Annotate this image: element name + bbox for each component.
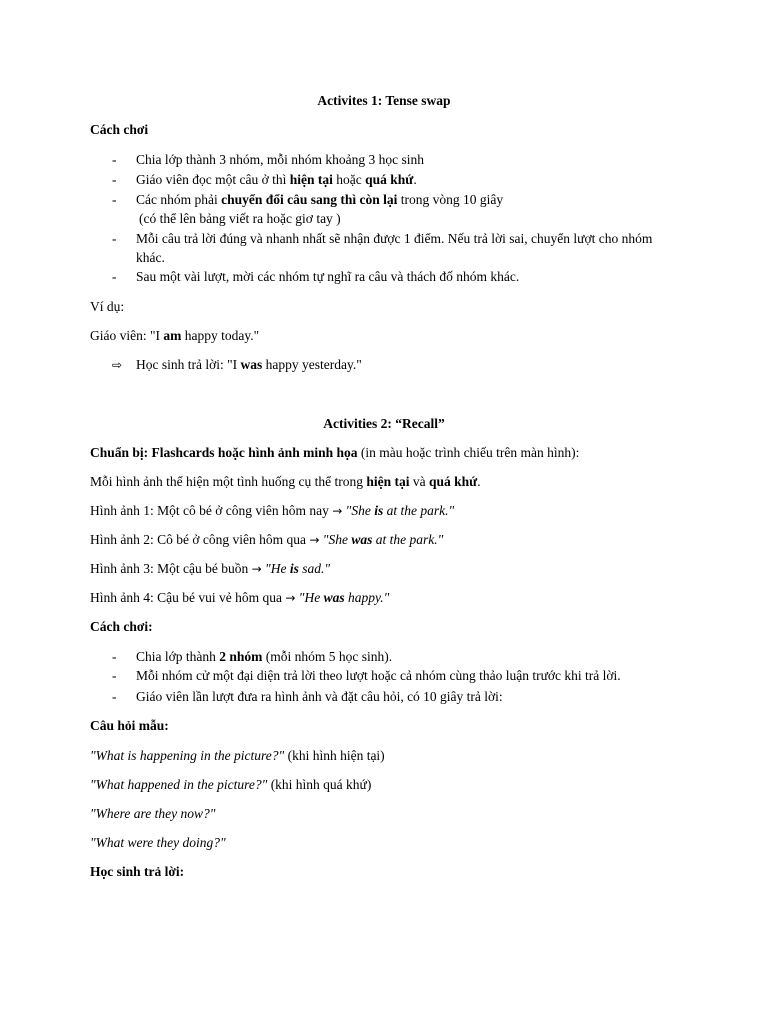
activity1-bullet-3 — [136, 191, 503, 209]
bullet-marker: - — [112, 192, 117, 207]
text-run: và — [409, 474, 429, 489]
preparation-line — [90, 444, 579, 462]
activity1-title-text: Activites 1: Tense swap — [317, 93, 451, 108]
bullet-marker: - — [112, 231, 117, 246]
text-run: hoặc — [332, 172, 366, 187]
bold-run: is — [289, 561, 299, 576]
bold-run: was — [240, 357, 263, 372]
text-run: at the park." — [372, 532, 444, 547]
text-run: Giáo viên: "I — [90, 328, 164, 343]
activity2-title-text: Activities 2: “Recall” — [323, 416, 445, 431]
activity1-bullet-1: Chia lớp thành 3 nhóm, mỗi nhóm khoảng 3 học sinh — [136, 152, 424, 167]
bold-run: quá khứ — [428, 474, 478, 489]
italic-run — [295, 590, 389, 605]
sample-questions-text: Câu hỏi mẫu: — [90, 718, 169, 733]
italic-run — [319, 532, 443, 547]
italic-run — [342, 503, 454, 518]
text-run: at the park." — [383, 503, 455, 518]
sample-question-2 — [90, 776, 371, 794]
text-run: trong vòng 10 giây — [397, 192, 504, 207]
activity2-bullet-2: Mỗi nhóm cử một đại diện trả lời theo lượt hoặc cả nhóm cùng thảo luận trước khi trả lời. — [136, 668, 621, 683]
each-image-line — [90, 473, 481, 491]
text-run: happy yesterday." — [262, 357, 362, 372]
sample-question-1 — [90, 747, 385, 765]
bullet-marker: - — [112, 689, 117, 704]
bullet-marker: - — [112, 649, 117, 664]
activity2-how-to-play-heading — [90, 618, 153, 636]
teacher-example — [90, 327, 259, 345]
activity1-how-to-play-heading — [90, 121, 148, 139]
text-run: Hình ảnh 2: Cô bé ở công viên hôm qua — [90, 532, 310, 547]
bold-run: Chuẩn bị: Flashcards hoặc hình ảnh minh họa — [90, 445, 358, 460]
arrow-right-icon: → — [309, 533, 320, 547]
arrow-right-icon: → — [332, 504, 343, 518]
text-run: Các nhóm phải — [136, 192, 222, 207]
arrow-right-icon: ⇨ — [112, 358, 123, 372]
italic-run: "Where are they now?" — [90, 806, 216, 821]
text-run: Mỗi hình ảnh thể hiện một tình huống cụ thể trong — [90, 474, 367, 489]
image-2-line — [90, 531, 443, 549]
bullet-marker: - — [112, 269, 117, 284]
bold-run: hiện tại — [289, 172, 333, 187]
italic-run: "What happened in the picture?" — [90, 777, 268, 792]
activity1-bullet-2 — [136, 171, 417, 189]
sample-questions-heading — [90, 717, 169, 735]
italic-run — [262, 561, 330, 576]
bullet-marker: - — [112, 152, 117, 167]
activity1-bullet-3-continuation: (có thể lên bảng viết ra hoặc giơ tay ) — [139, 211, 341, 226]
text-run: happy today." — [181, 328, 260, 343]
italic-run: "What is happening in the picture?" — [90, 748, 285, 763]
text-run: (mỗi nhóm 5 học sinh). — [262, 649, 393, 664]
activity1-how-to-play-text: Cách chơi — [90, 122, 149, 137]
bold-run: am — [163, 328, 182, 343]
text-run: "She — [342, 503, 375, 518]
activity2-title — [0, 415, 768, 433]
text-run: sad." — [298, 561, 331, 576]
text-run: Hình ảnh 3: Một cậu bé buồn — [90, 561, 252, 576]
activity1-title — [0, 92, 768, 110]
text-run: (khi hình hiện tại) — [284, 748, 385, 763]
bullet-marker: - — [112, 172, 117, 187]
text-run: Hình ảnh 1: Một cô bé ở công viên hôm nay — [90, 503, 333, 518]
bold-run: hiện tại — [366, 474, 410, 489]
students-answer-text: Học sinh trả lời: — [90, 864, 185, 879]
bullet-marker: - — [112, 668, 117, 683]
text-run: Giáo viên đọc một câu ở thì — [136, 172, 290, 187]
activity2-bullet-3: Giáo viên lần lượt đưa ra hình ảnh và đặt câu hỏi, có 10 giây trả lời: — [136, 689, 503, 704]
sample-question-4 — [90, 834, 226, 852]
text-run: . — [477, 474, 481, 489]
activity1-bullet-5: Sau một vài lượt, mời các nhóm tự nghĩ ra câu và thách đố nhóm khác. — [136, 269, 520, 284]
text-run: Học sinh trả lời: "I — [136, 357, 241, 372]
bold-run: 2 nhóm — [219, 649, 263, 664]
text-run: "She — [319, 532, 352, 547]
text-run: Chia lớp thành — [136, 649, 220, 664]
bold-run: chuyển đổi câu sang thì còn lại — [221, 192, 398, 207]
bold-run: was — [323, 590, 345, 605]
text-run: (in màu hoặc trình chiếu trên màn hình): — [357, 445, 580, 460]
arrow-right-icon: → — [251, 562, 262, 576]
text-run: happy." — [344, 590, 390, 605]
bold-run: is — [374, 503, 384, 518]
student-answer-example — [136, 356, 362, 374]
text-run: Hình ảnh 4: Cậu bé vui vẻ hôm qua — [90, 590, 286, 605]
students-answer-heading — [90, 863, 184, 881]
activity1-bullet-4-continuation: khác. — [136, 250, 165, 265]
image-3-line — [90, 560, 330, 578]
text-run: "He — [295, 590, 324, 605]
italic-run: "What were they doing?" — [90, 835, 226, 850]
activity1-bullet-4: Mỗi câu trả lời đúng và nhanh nhất sẽ nhận được 1 điểm. Nếu trả lời sai, chuyển lượt cho nhóm — [136, 231, 653, 246]
arrow-right-icon: → — [285, 591, 296, 605]
text-run: . — [413, 172, 417, 187]
image-4-line — [90, 589, 389, 607]
bold-run: quá khứ — [365, 172, 414, 187]
activity2-bullet-1 — [136, 648, 392, 666]
image-1-line — [90, 502, 454, 520]
bold-run: was — [351, 532, 373, 547]
example-label: Ví dụ: — [90, 299, 125, 314]
activity2-how-to-play-text: Cách chơi: — [90, 619, 153, 634]
text-run: (khi hình quá khứ) — [267, 777, 372, 792]
text-run: "He — [261, 561, 290, 576]
sample-question-3 — [90, 805, 215, 823]
